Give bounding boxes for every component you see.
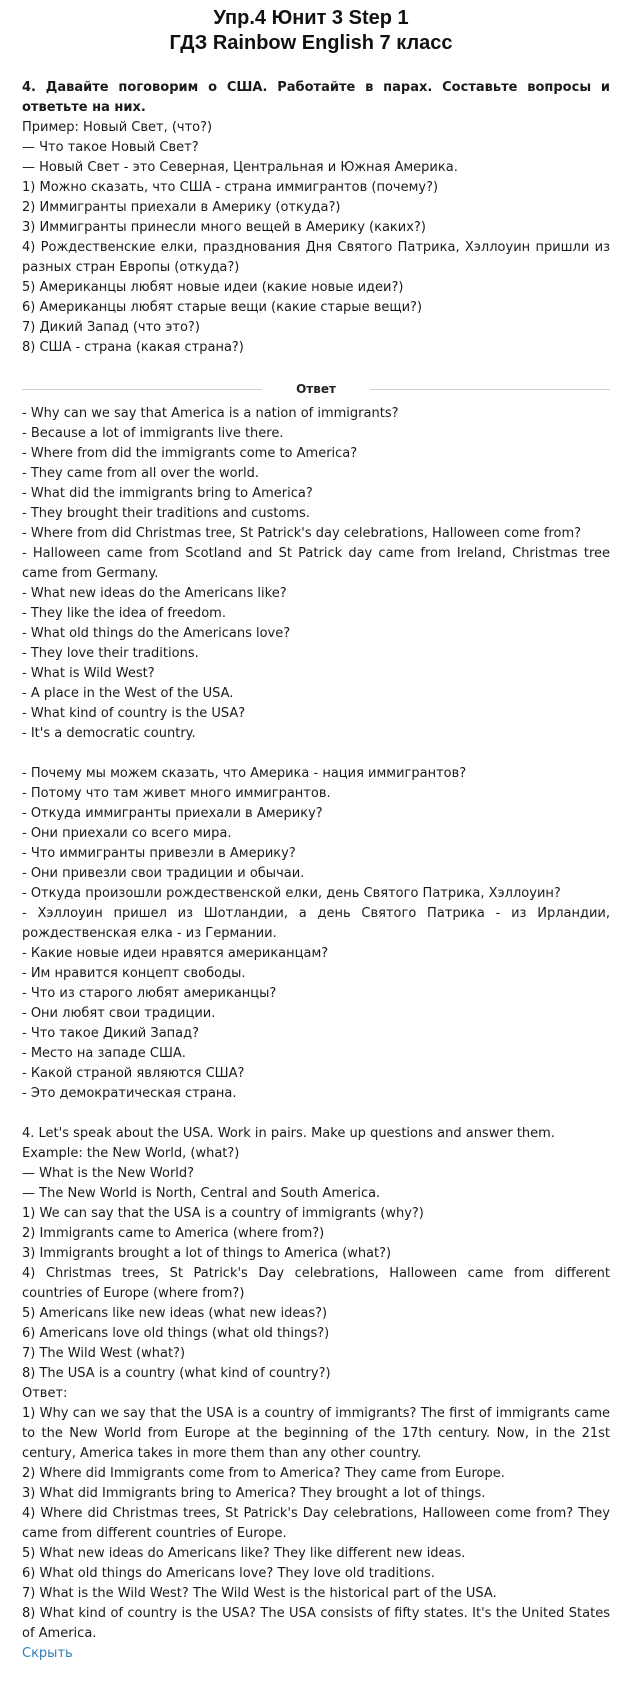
english-line: — The New World is North, Central and South America. — [22, 1186, 381, 1201]
english-line: 1) Why can we say that the USA is a country of immigrants? The first of immigrants came to the New World from Europe at the beginning of the 17th century. Now, in the 21st century, America takes in more them than any other country. — [22, 1406, 610, 1461]
english-line: 7) What is the Wild West? The Wild West is the historical part of the USA. — [22, 1586, 497, 1601]
divider-rule-left — [22, 389, 262, 390]
answer-line: - Where from did the immigrants come to America? — [22, 446, 358, 461]
title-line-2: ГДЗ Rainbow English 7 класс — [169, 32, 453, 54]
answer-line: - Почему мы можем сказать, что Америка - нация иммигрантов? — [22, 766, 467, 781]
answer-line: - Why can we say that America is a nation of immigrants? — [22, 406, 399, 421]
task-line: 5) Американцы любят новые идеи (какие новые идеи?) — [22, 280, 404, 295]
hide-toggle-link[interactable]: Скрыть — [22, 1646, 73, 1661]
answer-line: - Потому что там живет много иммигрантов. — [22, 786, 331, 801]
spacer — [22, 744, 610, 764]
english-line: 2) Immigrants came to America (where from?) — [22, 1226, 325, 1241]
english-line: 4) Christmas trees, St Patrick's Day celebrations, Halloween came from different countries of Europe (where from?) — [22, 1266, 610, 1301]
answer-line: - What is Wild West? — [22, 666, 155, 681]
answer-label: Ответ — [296, 382, 336, 396]
task-line: 1) Можно сказать, что США - страна иммигрантов (почему?) — [22, 180, 439, 195]
answer-line: - Что из старого любят американцы? — [22, 986, 277, 1001]
answer-line: - They came from all over the world. — [22, 466, 259, 481]
answer-line: - Halloween came from Scotland and St Patrick day came from Ireland, Christmas tree came from Germany. — [22, 546, 610, 581]
english-line: — What is the New World? — [22, 1166, 195, 1181]
english-line: 8) The USA is a country (what kind of country?) — [22, 1366, 331, 1381]
answer-line: - Какие новые идеи нравятся американцам? — [22, 946, 329, 961]
answer-line: - Какой страной являются США? — [22, 1066, 245, 1081]
answer-line: - They like the idea of freedom. — [22, 606, 226, 621]
answer-line: - Место на западе США. — [22, 1046, 186, 1061]
task-line: 7) Дикий Запад (что это?) — [22, 320, 200, 335]
task-section — [22, 78, 610, 358]
answer-line: - Что такое Дикий Запад? — [22, 1026, 200, 1041]
english-line: 6) Americans love old things (what old things?) — [22, 1326, 330, 1341]
english-line: 6) What old things do Americans love? They love old traditions. — [22, 1566, 435, 1581]
english-line: 4) Where did Christmas trees, St Patrick's Day celebrations, Halloween come from? They came from different countries of Europe. — [22, 1506, 610, 1541]
answer-line: - Откуда произошли рождественской елки, день Святого Патрика, Хэллоуин? — [22, 886, 561, 901]
answer-line: - Where from did Christmas tree, St Patrick's day celebrations, Halloween come from? — [22, 526, 582, 541]
task-line: 2) Иммигранты приехали в Америку (откуда?) — [22, 200, 341, 215]
english-line: 5) What new ideas do Americans like? They like different new ideas. — [22, 1546, 466, 1561]
answer-line: - What kind of country is the USA? — [22, 706, 246, 721]
task-line: 4) Рождественские елки, празднования Дня Святого Патрика, Хэллоуин пришли из разных стран Европы (откуда?) — [22, 240, 610, 275]
answer-line: - Что иммигранты привезли в Америку? — [22, 846, 296, 861]
english-task-section — [22, 1124, 610, 1644]
answer-line: - A place in the West of the USA. — [22, 686, 234, 701]
answer-english — [22, 404, 610, 744]
task-line: 3) Иммигранты принесли много вещей в Америку (каких?) — [22, 220, 426, 235]
answer-line: - It's a democratic country. — [22, 726, 196, 741]
answer-divider — [22, 380, 610, 398]
english-line: 8) What kind of country is the USA? The USA consists of fifty states. It's the United States of America. — [22, 1606, 610, 1641]
answer-line: - Они приехали со всего мира. — [22, 826, 232, 841]
answer-line: - What new ideas do the Americans like? — [22, 586, 287, 601]
english-line: 1) We can say that the USA is a country of immigrants (why?) — [22, 1206, 424, 1221]
answer-line: - They brought their traditions and customs. — [22, 506, 310, 521]
answer-line: - Откуда иммигранты приехали в Америку? — [22, 806, 323, 821]
task-line: 6) Американцы любят старые вещи (какие старые вещи?) — [22, 300, 423, 315]
task-line: — Новый Свет - это Северная, Центральная и Южная Америка. — [22, 160, 458, 175]
english-line: Example: the New World, (what?) — [22, 1146, 240, 1161]
english-line: 3) Immigrants brought a lot of things to America (what?) — [22, 1246, 392, 1261]
divider-rule-right — [370, 389, 610, 390]
answer-line: - Им нравится концепт свободы. — [22, 966, 246, 981]
page-title — [22, 6, 610, 56]
answer-line: - Because a lot of immigrants live there. — [22, 426, 284, 441]
answer-russian — [22, 764, 610, 1104]
spacer — [22, 1104, 610, 1124]
english-line: 5) Americans like new ideas (what new ideas?) — [22, 1306, 328, 1321]
task-heading: 4. Давайте поговорим о США. Работайте в парах. Составьте вопросы и ответьте на них. — [22, 80, 610, 115]
task-line: Пример: Новый Свет, (что?) — [22, 120, 213, 135]
english-answer-label: Ответ: — [22, 1386, 68, 1401]
answer-line: - They love their traditions. — [22, 646, 199, 661]
answer-line: - Хэллоуин пришел из Шотландии, а день Святого Патрика - из Ирландии, рождественская елка - из Германии. — [22, 906, 610, 941]
answer-line: - What did the immigrants bring to America? — [22, 486, 313, 501]
task-line: 8) США - страна (какая страна?) — [22, 340, 244, 355]
task-line: — Что такое Новый Свет? — [22, 140, 199, 155]
answer-line: - Это демократическая страна. — [22, 1086, 237, 1101]
english-line: 2) Where did Immigrants come from to America? They came from Europe. — [22, 1466, 505, 1481]
answer-line: - Они любят свои традиции. — [22, 1006, 216, 1021]
answer-line: - What old things do the Americans love? — [22, 626, 291, 641]
english-line: 7) The Wild West (what?) — [22, 1346, 186, 1361]
english-line: 4. Let's speak about the USA. Work in pairs. Make up questions and answer them. — [22, 1126, 555, 1141]
answer-line: - Они привезли свои традиции и обычаи. — [22, 866, 305, 881]
english-line: 3) What did Immigrants bring to America? They brought a lot of things. — [22, 1486, 486, 1501]
title-line-1: Упр.4 Юнит 3 Step 1 — [213, 7, 409, 29]
